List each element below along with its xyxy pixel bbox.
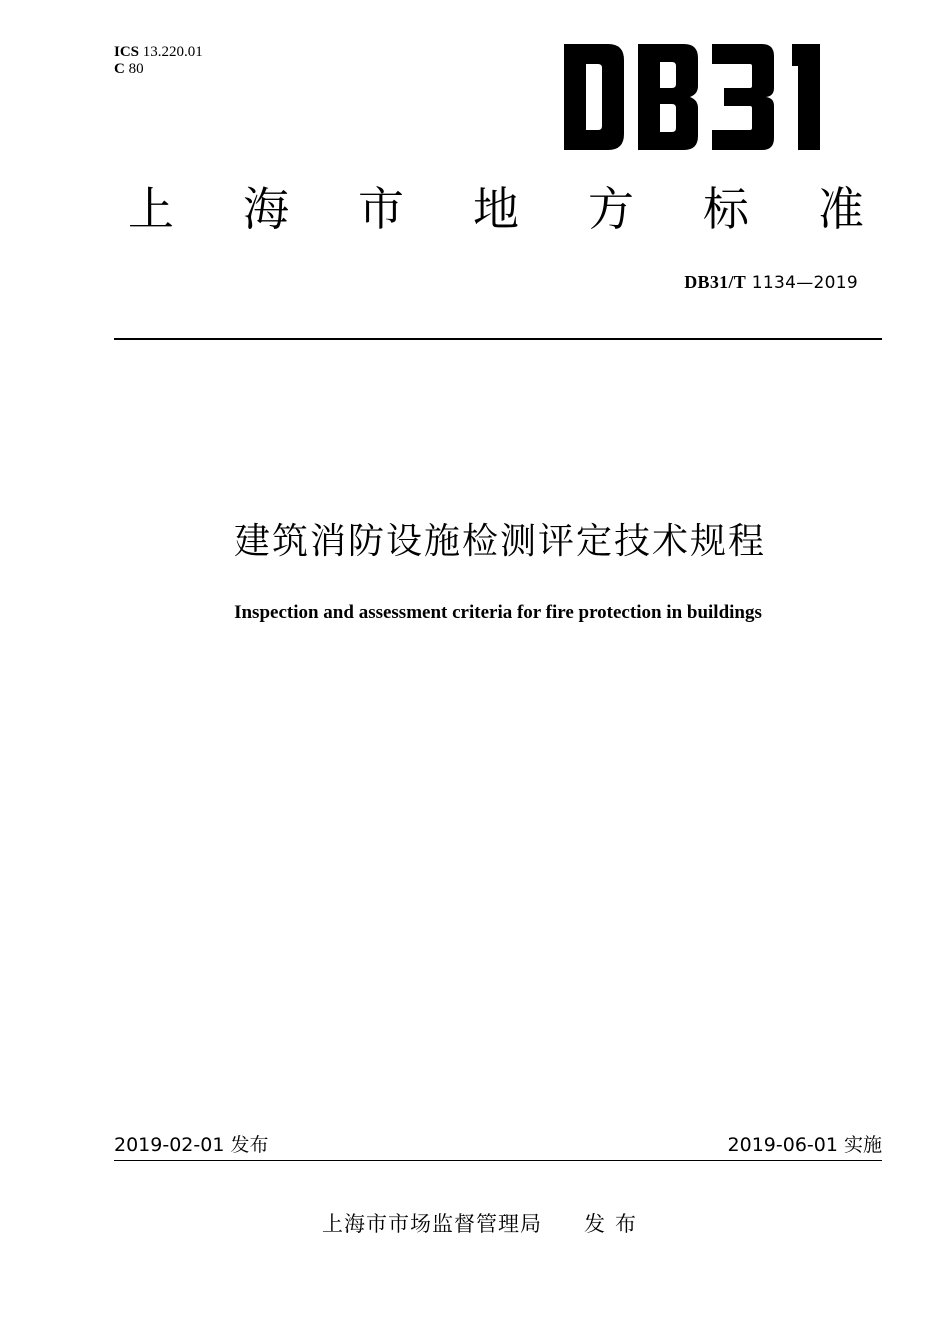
heading-char: 上: [128, 182, 174, 236]
top-divider: [114, 338, 882, 340]
issuer-action: 发布: [584, 1212, 646, 1236]
local-standard-heading: [0, 180, 950, 240]
bottom-divider: [114, 1160, 882, 1161]
ccs-line: [114, 61, 203, 78]
ics-line: [114, 44, 203, 61]
ccs-code: 80: [128, 61, 144, 77]
heading-char: 标: [703, 182, 749, 236]
ccs-label: C: [114, 61, 125, 77]
issuer-line: [322, 1208, 646, 1238]
standard-number-prefix: DB31/T: [684, 272, 747, 292]
issue-date: 2019-02-01 发布: [114, 1134, 269, 1156]
document-title-en: Inspection and assessment criteria for fire protection in buildings: [234, 602, 762, 623]
ics-block: [114, 44, 203, 78]
ics-label: ICS: [114, 44, 140, 60]
heading-char: 市: [358, 182, 404, 236]
heading-char: 准: [818, 182, 864, 236]
document-title-cn: 建筑消防设施检测评定技术规程: [233, 521, 766, 562]
ics-code: 13.220.01: [142, 44, 203, 60]
standard-number: [684, 272, 858, 293]
standard-number-value: 1134—2019: [751, 273, 858, 293]
issuer-name: 上海市市场监督管理局: [322, 1212, 542, 1236]
heading-char: 海: [243, 182, 289, 236]
heading-char: 方: [588, 182, 634, 236]
implement-date: 2019-06-01 实施: [727, 1134, 882, 1156]
heading-char: 地: [473, 182, 519, 236]
db31-logo: [564, 40, 826, 152]
